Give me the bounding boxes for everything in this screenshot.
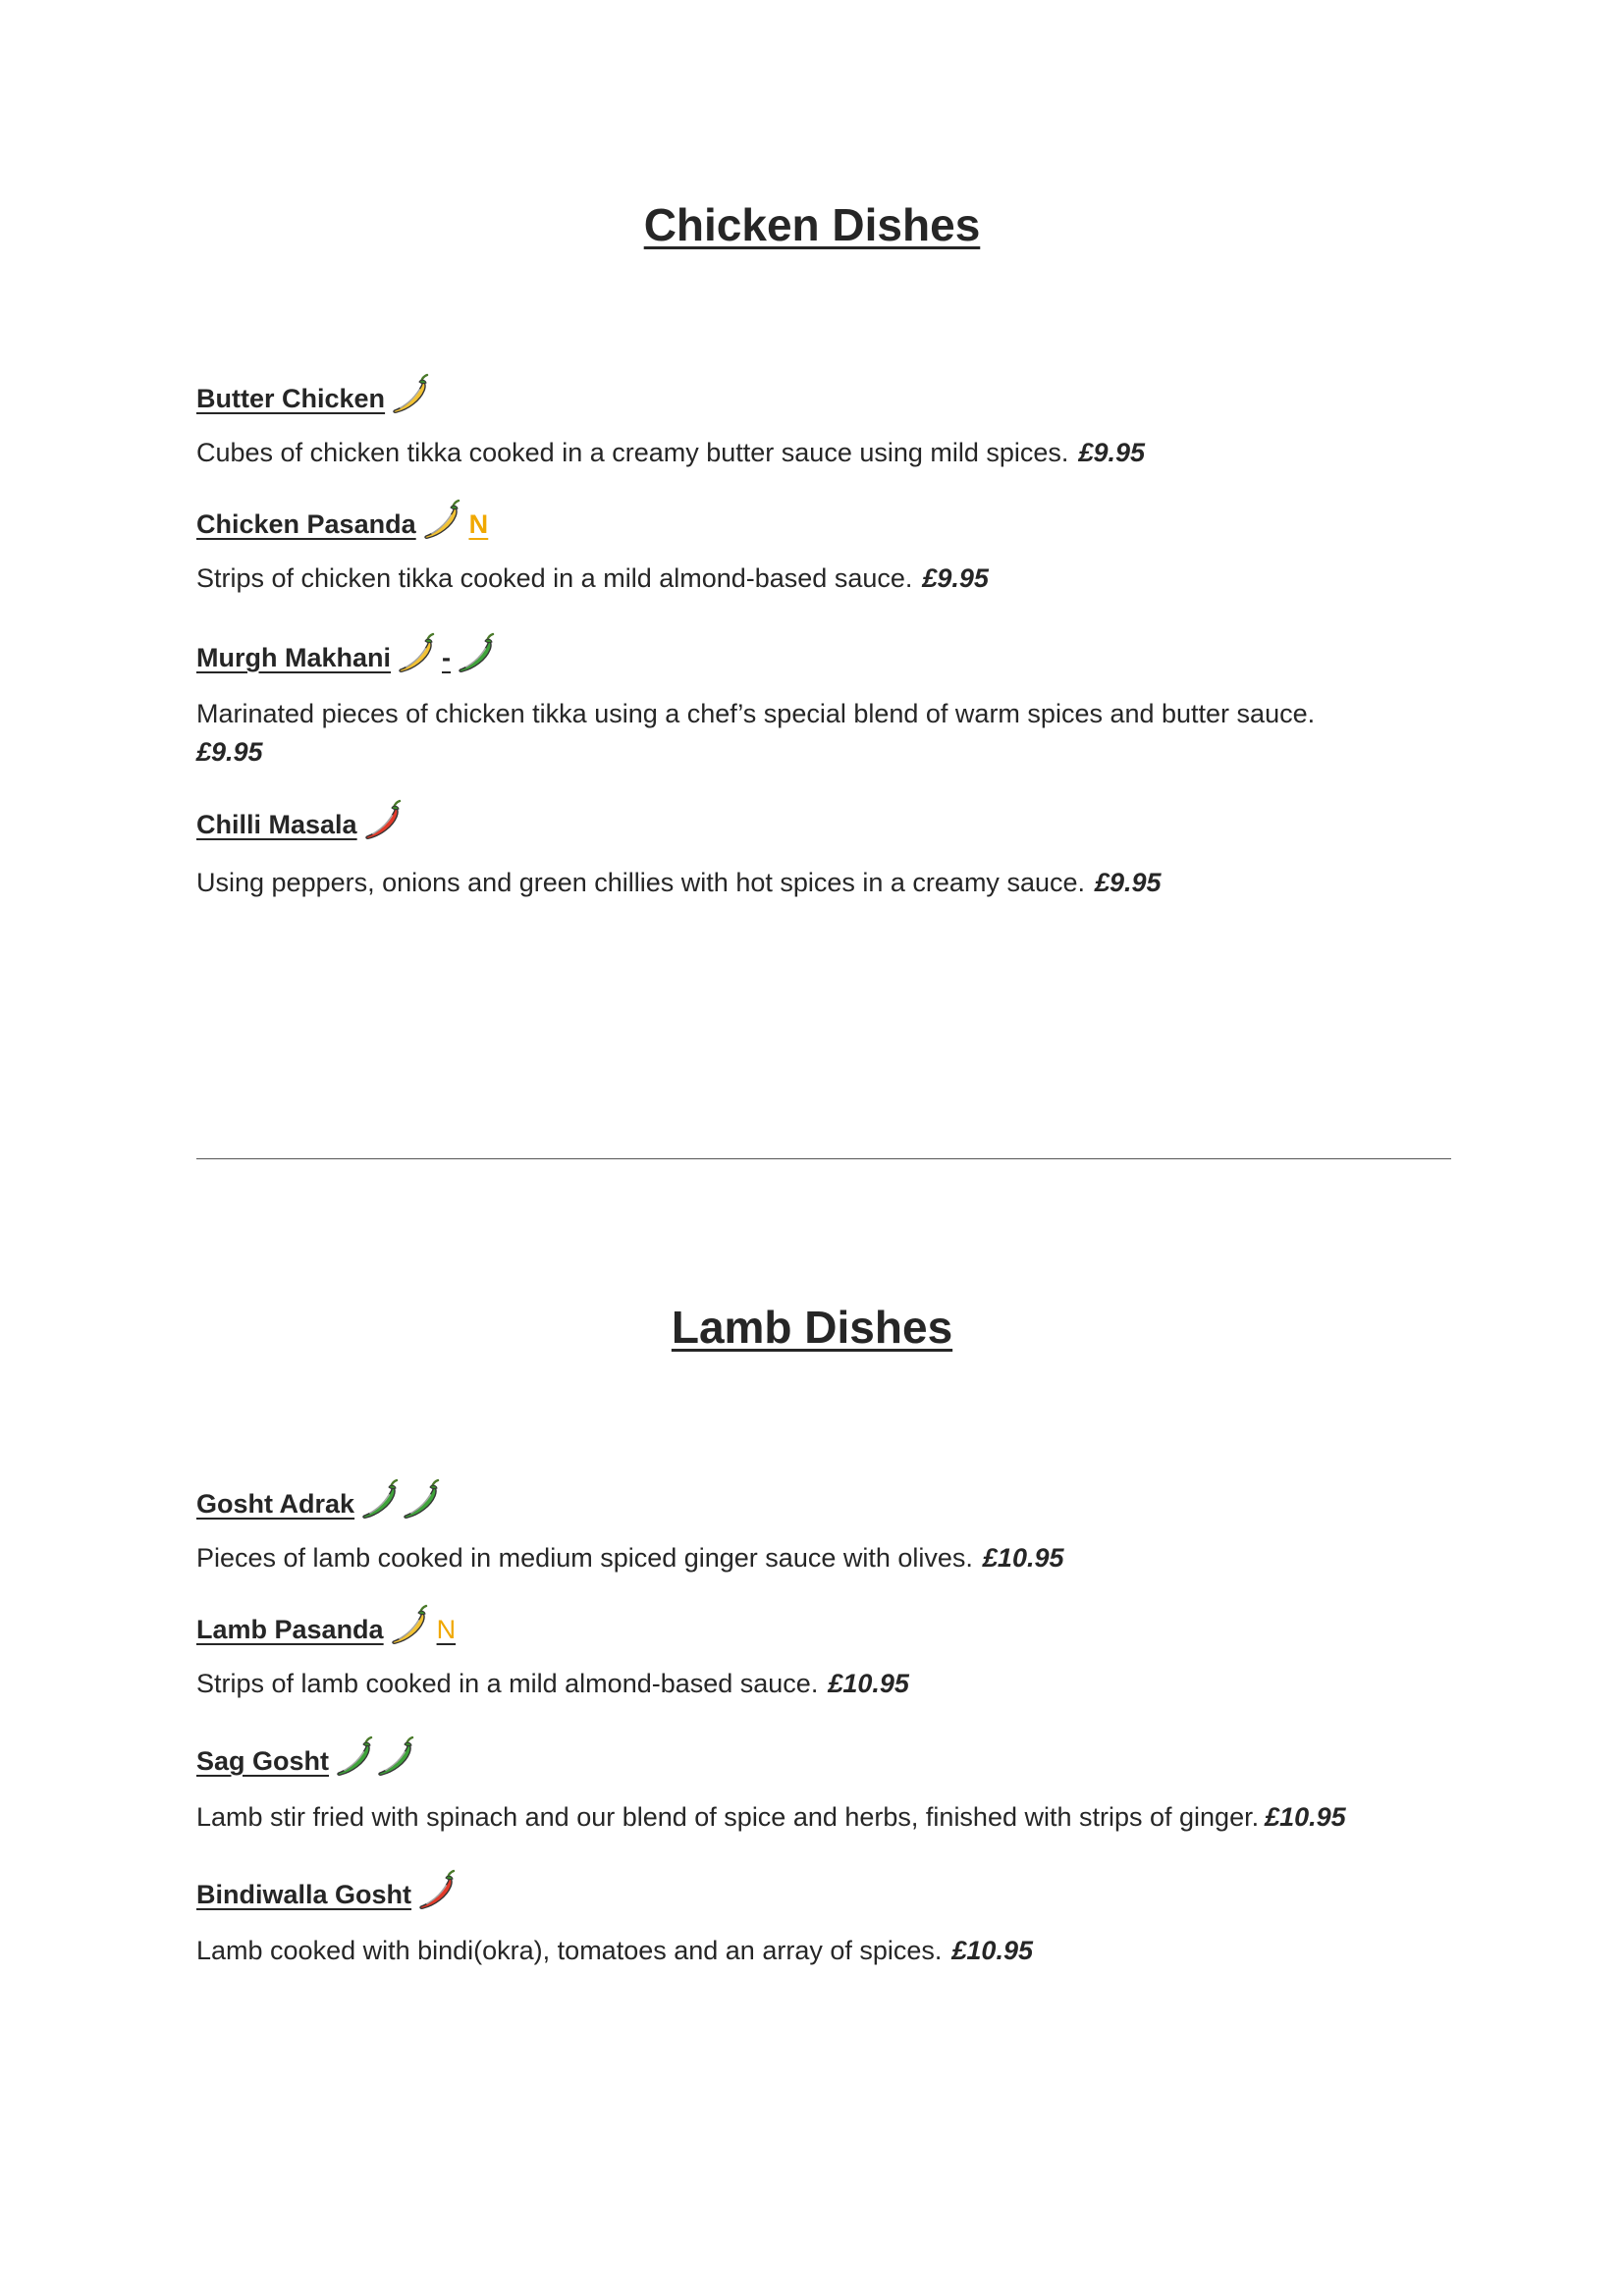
chilli-mild-icon <box>390 1604 429 1645</box>
chilli-rating <box>397 632 496 673</box>
chilli-medium-icon <box>402 1478 441 1520</box>
chilli-rating <box>391 373 430 414</box>
dish-description-butter-chicken: Cubes of chicken tikka cooked in a creamy butter sauce using mild spices. £9.95 <box>196 438 1146 467</box>
dish-description-lamb-pasanda: Strips of lamb cooked in a mild almond-based sauce. £10.95 <box>196 1669 909 1698</box>
nut-indicator: N <box>468 509 489 539</box>
dish-description-murgh-makhani: Marinated pieces of chicken tikka using a chef’s special blend of warm spices and butter sauce. £9.95 <box>196 699 1316 767</box>
chilli-range-separator: - <box>442 643 452 672</box>
chilli-medium-icon <box>360 1478 400 1520</box>
dish-description-chilli-masala: Using peppers, onions and green chillies with hot spices in a creamy sauce. £9.95 <box>196 868 1162 897</box>
chilli-rating <box>363 799 403 840</box>
chilli-medium-icon <box>376 1735 415 1777</box>
dish-name-lamb-pasanda: Lamb Pasanda N <box>196 1596 456 1645</box>
chilli-rating <box>360 1478 441 1520</box>
dish-name-murgh-makhani: Murgh Makhani - <box>196 624 496 673</box>
dish-description-gosht-adrak: Pieces of lamb cooked in medium spiced ginger sauce with olives. £10.95 <box>196 1543 1064 1573</box>
dish-price: £10.95 <box>982 1543 1064 1573</box>
dish-name-bindiwalla-gosht: Bindiwalla Gosht <box>196 1861 457 1910</box>
chilli-mild-icon <box>422 499 461 540</box>
dish-price: £9.95 <box>922 563 989 593</box>
dish-price: £10.95 <box>951 1936 1033 1965</box>
section-title-lamb: Lamb Dishes <box>671 1302 953 1353</box>
chilli-rating <box>390 1604 429 1645</box>
chilli-hot-icon <box>417 1869 457 1910</box>
section-divider <box>196 1158 1451 1159</box>
chilli-rating <box>422 499 461 540</box>
chilli-medium-icon <box>335 1735 374 1777</box>
dish-description-sag-gosht: Lamb stir fried with spinach and our blend of spice and herbs, finished with strips of ginger. £10.95 <box>196 1802 1346 1832</box>
dish-price: £9.95 <box>1095 868 1162 897</box>
dish-price: £10.95 <box>828 1669 909 1698</box>
chilli-mild-icon <box>397 632 436 673</box>
chilli-mild-icon <box>391 373 430 414</box>
dish-description-bindiwalla-gosht: Lamb cooked with bindi(okra), tomatoes and an array of spices. £10.95 <box>196 1936 1033 1965</box>
dish-price: £9.95 <box>1078 438 1146 467</box>
dish-price: £10.95 <box>1265 1802 1346 1832</box>
chilli-rating <box>335 1735 415 1777</box>
dish-name-butter-chicken: Butter Chicken <box>196 365 430 414</box>
dish-price: £9.95 <box>196 737 263 767</box>
nut-indicator: N <box>436 1615 457 1644</box>
dish-description-chicken-pasanda: Strips of chicken tikka cooked in a mild almond-based sauce. £9.95 <box>196 563 989 593</box>
chilli-hot-icon <box>363 799 403 840</box>
dish-name-sag-gosht: Sag Gosht <box>196 1728 415 1777</box>
dish-name-chilli-masala: Chilli Masala <box>196 791 403 840</box>
chilli-medium-icon <box>457 632 496 673</box>
dish-name-chicken-pasanda: Chicken Pasanda N <box>196 491 488 540</box>
section-title-chicken: Chicken Dishes <box>643 199 981 250</box>
dish-name-gosht-adrak: Gosht Adrak <box>196 1470 441 1520</box>
chilli-rating <box>417 1869 457 1910</box>
